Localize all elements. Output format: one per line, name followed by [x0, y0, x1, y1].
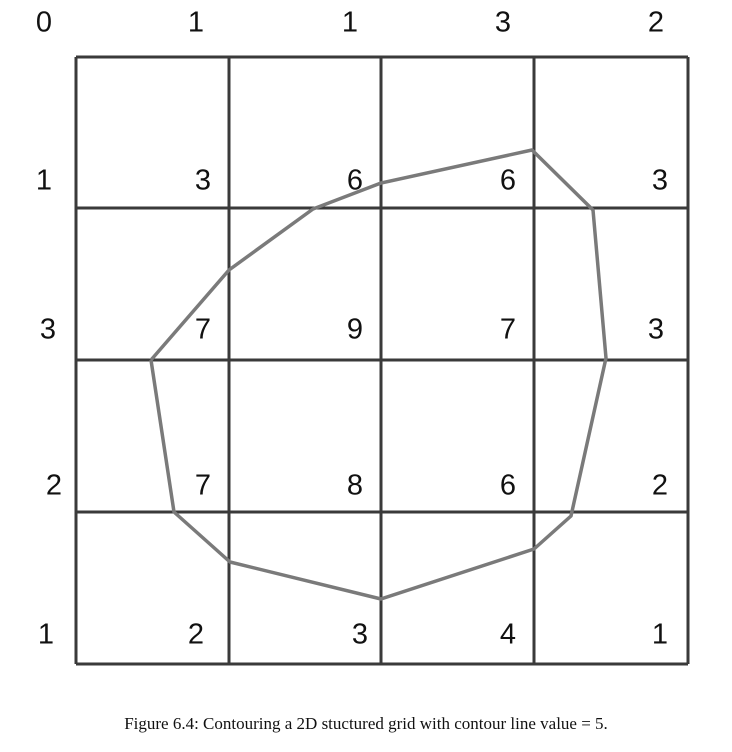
- grid-value-r4-c3: 4: [499, 618, 517, 651]
- grid-value-r3-c4: 2: [651, 469, 669, 502]
- grid-value-r2-c1: 7: [194, 313, 212, 346]
- grid-value-r3-c2: 8: [346, 469, 364, 502]
- grid-value-r0-c2: 1: [341, 6, 359, 39]
- grid-value-r2-c3: 7: [499, 313, 517, 346]
- grid-value-r0-c1: 1: [187, 6, 205, 39]
- grid-value-r3-c3: 6: [499, 469, 517, 502]
- grid-value-r1-c1: 3: [194, 164, 212, 197]
- grid-value-r3-c0: 2: [45, 469, 63, 502]
- grid-value-r1-c2: 6: [346, 164, 364, 197]
- grid-value-r0-c0: 0: [35, 6, 53, 39]
- grid-value-r4-c4: 1: [651, 618, 669, 651]
- grid-lines: [76, 57, 688, 664]
- grid-value-r4-c1: 2: [187, 618, 205, 651]
- grid-values: [36, 7, 668, 651]
- grid-value-r2-c4: 3: [647, 313, 665, 346]
- figure-caption: Figure 6.4: Contouring a 2D stuctured grid with contour line value = 5.: [124, 714, 608, 733]
- grid-value-r2-c0: 3: [39, 313, 57, 346]
- contour-line-5: [151, 150, 606, 599]
- grid-value-r3-c1: 7: [194, 469, 212, 502]
- grid-value-r4-c0: 1: [37, 618, 55, 651]
- grid-value-r1-c4: 3: [651, 164, 669, 197]
- grid-value-r4-c2: 3: [351, 618, 369, 651]
- grid-value-r0-c3: 3: [494, 6, 512, 39]
- grid-value-r2-c2: 9: [346, 313, 364, 346]
- grid-value-r1-c3: 6: [499, 164, 517, 197]
- grid-value-r0-c4: 2: [647, 6, 665, 39]
- grid-value-r1-c0: 1: [35, 164, 53, 197]
